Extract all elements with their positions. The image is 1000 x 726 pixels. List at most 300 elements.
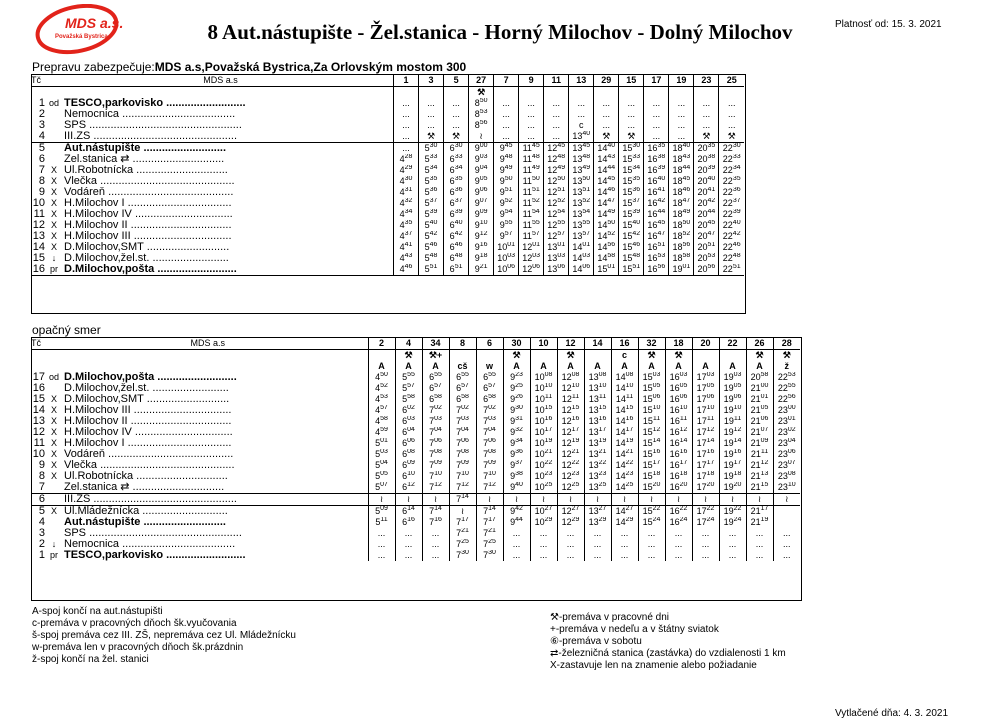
trip-symbol: cš bbox=[449, 361, 476, 372]
departure-time: ... bbox=[557, 528, 584, 539]
departure-time: $15^{11}$ bbox=[638, 416, 665, 427]
departure-time: $12^{23}$ bbox=[557, 471, 584, 482]
departure-time: $7^{08}$ bbox=[476, 449, 503, 460]
table-row bbox=[31, 165, 744, 176]
departure-time: $17^{10}$ bbox=[692, 405, 719, 416]
departure-time: $15^{12}$ bbox=[638, 427, 665, 438]
table-row bbox=[31, 176, 744, 187]
departure-time: $6^{30}$ bbox=[444, 143, 469, 155]
departure-time: $7^{21}$ bbox=[476, 528, 503, 539]
table-row bbox=[31, 494, 800, 506]
departure-time: $20^{42}$ bbox=[694, 198, 719, 209]
departure-time: $5^{40}$ bbox=[419, 220, 444, 231]
stop-number: 3 bbox=[38, 528, 45, 539]
departure-time: $12^{50}$ bbox=[544, 176, 569, 187]
departure-time: $6^{58}$ bbox=[476, 394, 503, 405]
departure-time: ... bbox=[611, 539, 638, 550]
departure-time: $6^{57}$ bbox=[422, 383, 449, 394]
trip-symbol: A bbox=[530, 361, 557, 372]
departure-time: $9^{52}$ bbox=[494, 198, 519, 209]
departure-time: $12^{11}$ bbox=[557, 394, 584, 405]
departure-time: ... bbox=[394, 120, 419, 131]
stop-number: 8 bbox=[38, 176, 46, 187]
trip-number: 18 bbox=[665, 338, 692, 350]
departure-time: ... bbox=[503, 539, 530, 550]
departure-time: $14^{56}$ bbox=[594, 242, 619, 253]
timetable-direction-2 bbox=[31, 338, 800, 561]
table-row bbox=[31, 372, 800, 383]
departure-time: $4^{46}$ bbox=[394, 264, 419, 276]
departure-time: ... bbox=[519, 131, 544, 143]
stop-number: 2 bbox=[38, 539, 45, 550]
departure-time: $16^{39}$ bbox=[644, 165, 669, 176]
departure-time: $9^{26}$ bbox=[503, 394, 530, 405]
departure-time: $9^{25}$ bbox=[503, 383, 530, 394]
departure-time: $6^{04}$ bbox=[395, 427, 422, 438]
stop-name: D.Milochov,pošta .......................... bbox=[62, 264, 393, 276]
stop-number: 10 bbox=[32, 198, 46, 209]
departure-time: ... bbox=[692, 550, 719, 561]
departure-time: ... bbox=[569, 109, 594, 120]
departure-time: ... bbox=[719, 550, 746, 561]
stop-number: 15 bbox=[32, 394, 45, 405]
departure-time: ≀ bbox=[611, 494, 638, 506]
departure-time: $14^{43}$ bbox=[594, 154, 619, 165]
stop-flag: X bbox=[51, 165, 58, 175]
departure-time: $16^{40}$ bbox=[644, 176, 669, 187]
departure-time: $16^{24}$ bbox=[665, 517, 692, 528]
departure-time: ≀ bbox=[692, 494, 719, 506]
departure-time: $22^{55}$ bbox=[773, 383, 800, 394]
trip-symbol: A bbox=[395, 361, 422, 372]
departure-time: $16^{42}$ bbox=[644, 198, 669, 209]
departure-time: $5^{34}$ bbox=[419, 165, 444, 176]
departure-time: ≀ bbox=[469, 131, 494, 143]
departure-time: ... bbox=[644, 98, 669, 109]
departure-time: $11^{51}$ bbox=[519, 187, 544, 198]
departure-time: $18^{50}$ bbox=[669, 220, 694, 231]
departure-time: $9^{09}$ bbox=[469, 209, 494, 220]
stop-number: 13 bbox=[32, 231, 46, 242]
departure-time: $20^{51}$ bbox=[694, 242, 719, 253]
departure-time: $14^{06}$ bbox=[569, 264, 594, 276]
table-row bbox=[31, 438, 800, 449]
departure-time: $6^{58}$ bbox=[422, 394, 449, 405]
departure-time: $7^{25}$ bbox=[449, 539, 476, 550]
stop-number: 4 bbox=[38, 517, 45, 528]
departure-time: $13^{23}$ bbox=[584, 471, 611, 482]
stop-number: 15 bbox=[32, 253, 46, 264]
trip-symbol: ⚒ bbox=[557, 350, 584, 362]
trip-number: 28 bbox=[773, 338, 800, 350]
trip-number: 4 bbox=[395, 338, 422, 350]
departure-time: $11^{52}$ bbox=[519, 198, 544, 209]
departure-time: $14^{50}$ bbox=[594, 220, 619, 231]
departure-time: ... bbox=[665, 528, 692, 539]
trip-symbol bbox=[584, 350, 611, 362]
departure-time: $9^{44}$ bbox=[503, 517, 530, 528]
table-row bbox=[31, 517, 800, 528]
departure-time: $12^{51}$ bbox=[544, 187, 569, 198]
departure-time: $9^{34}$ bbox=[503, 438, 530, 449]
stop-name: H.Milochov I .................................. bbox=[64, 198, 232, 209]
departure-time: ... bbox=[395, 539, 422, 550]
departure-time: $7^{02}$ bbox=[422, 405, 449, 416]
stop-number: 6 bbox=[31, 494, 46, 506]
departure-time: $22^{39}$ bbox=[719, 209, 744, 220]
trip-number: 10 bbox=[530, 338, 557, 350]
departure-time: ... bbox=[422, 539, 449, 550]
departure-time: $6^{09}$ bbox=[395, 460, 422, 471]
departure-time: ... bbox=[594, 109, 619, 120]
departure-time: $14^{19}$ bbox=[611, 438, 638, 449]
departure-time: $11^{49}$ bbox=[519, 165, 544, 176]
departure-time: ... bbox=[394, 98, 419, 109]
departure-time: $6^{36}$ bbox=[444, 187, 469, 198]
departure-time: $6^{48}$ bbox=[444, 253, 469, 264]
departure-time: $7^{25}$ bbox=[476, 539, 503, 550]
departure-time: $16^{22}$ bbox=[665, 506, 692, 518]
departure-time: $21^{05}$ bbox=[746, 405, 773, 416]
table-row bbox=[31, 405, 800, 416]
departure-time: ... bbox=[665, 550, 692, 561]
departure-time: $22^{48}$ bbox=[719, 253, 744, 264]
departure-time: ... bbox=[394, 143, 419, 155]
trip-number: 11 bbox=[544, 75, 569, 87]
departure-time: $18^{52}$ bbox=[669, 231, 694, 242]
departure-time: ≀ bbox=[530, 494, 557, 506]
departure-time: $5^{37}$ bbox=[419, 198, 444, 209]
departure-time: ... bbox=[519, 98, 544, 109]
departure-time: $14^{01}$ bbox=[569, 242, 594, 253]
departure-time: $20^{58}$ bbox=[746, 372, 773, 383]
departure-time: $19^{22}$ bbox=[719, 506, 746, 518]
departure-time: $21^{17}$ bbox=[746, 506, 773, 518]
stop-number: 11 bbox=[33, 438, 45, 449]
departure-time: $20^{38}$ bbox=[694, 154, 719, 165]
stop-number: 12 bbox=[32, 220, 46, 231]
departure-time: ... bbox=[544, 120, 569, 131]
trip-symbol bbox=[530, 350, 557, 362]
trip-symbol: ⚒ bbox=[469, 87, 494, 99]
departure-time: $7^{08}$ bbox=[449, 449, 476, 460]
trip-symbol: A bbox=[692, 361, 719, 372]
legend-right-item: ⑥-premáva v sobotu bbox=[550, 636, 642, 647]
departure-time: $6^{33}$ bbox=[444, 154, 469, 165]
departure-time: $8^{53}$ bbox=[469, 109, 494, 120]
departure-time: $15^{18}$ bbox=[638, 471, 665, 482]
legend-left-item: š-spoj premáva cez III. ZŠ, nepremáva cez Ul. Mládežnícku bbox=[32, 630, 296, 641]
departure-time: $9^{23}$ bbox=[503, 372, 530, 383]
departure-time: $6^{57}$ bbox=[476, 383, 503, 394]
departure-time: $17^{05}$ bbox=[692, 383, 719, 394]
trip-number: 5 bbox=[444, 75, 469, 87]
departure-time: ≀ bbox=[503, 494, 530, 506]
departure-time: $14^{22}$ bbox=[611, 460, 638, 471]
trip-number: 13 bbox=[569, 75, 594, 87]
departure-time: $17^{17}$ bbox=[692, 460, 719, 471]
trip-number: 17 bbox=[644, 75, 669, 87]
stop-name: TESCO,parkovisko .......................... bbox=[64, 98, 246, 109]
table-row bbox=[31, 120, 744, 131]
trip-symbol bbox=[519, 87, 544, 99]
departure-time: $10^{29}$ bbox=[530, 517, 557, 528]
departure-time: $7^{30}$ bbox=[476, 550, 503, 561]
departure-time: ≀ bbox=[368, 494, 395, 506]
departure-time: $15^{51}$ bbox=[619, 264, 644, 276]
departure-time: $20^{45}$ bbox=[694, 220, 719, 231]
stop-flag: X bbox=[50, 405, 57, 415]
departure-time: $9^{00}$ bbox=[469, 143, 494, 155]
departure-time: $21^{01}$ bbox=[746, 394, 773, 405]
departure-time: $13^{17}$ bbox=[584, 427, 611, 438]
departure-time: $16^{16}$ bbox=[665, 449, 692, 460]
stop-number: 3 bbox=[38, 120, 46, 131]
departure-time: $4^{29}$ bbox=[394, 165, 419, 176]
departure-time: $12^{54}$ bbox=[544, 209, 569, 220]
stop-flag: X bbox=[50, 438, 57, 448]
trip-symbol bbox=[494, 87, 519, 99]
departure-time: $16^{18}$ bbox=[665, 471, 692, 482]
departure-time: ... bbox=[530, 539, 557, 550]
departure-time: ... bbox=[665, 539, 692, 550]
departure-time: $15^{39}$ bbox=[619, 209, 644, 220]
departure-time: $23^{08}$ bbox=[773, 471, 800, 482]
stop-name: D.Milochov,SMT ........................... bbox=[64, 394, 230, 405]
departure-time: $10^{15}$ bbox=[530, 405, 557, 416]
departure-time: ... bbox=[557, 539, 584, 550]
stop-number: 9 bbox=[38, 460, 45, 471]
departure-time: $5^{58}$ bbox=[395, 394, 422, 405]
stop-flag: ↓ bbox=[51, 539, 57, 549]
stop-name: Vlečka ............................................ bbox=[64, 176, 235, 187]
departure-time: $7^{03}$ bbox=[476, 416, 503, 427]
departure-time: $6^{12}$ bbox=[395, 482, 422, 494]
trip-symbol bbox=[694, 87, 719, 99]
departure-time: $17^{14}$ bbox=[692, 438, 719, 449]
trip-number: 19 bbox=[669, 75, 694, 87]
stop-name: D.Milochov,pošta .......................... bbox=[64, 372, 237, 383]
departure-time: ... bbox=[519, 120, 544, 131]
departure-time: ... bbox=[584, 550, 611, 561]
departure-time: ... bbox=[368, 539, 395, 550]
departure-time: $6^{40}$ bbox=[444, 220, 469, 231]
departure-time: $13^{22}$ bbox=[584, 460, 611, 471]
departure-time: ... bbox=[719, 98, 744, 109]
departure-time: $9^{36}$ bbox=[503, 449, 530, 460]
trip-number: 23 bbox=[694, 75, 719, 87]
departure-time: ⚒ bbox=[694, 131, 719, 143]
departure-time: $11^{48}$ bbox=[519, 154, 544, 165]
departure-time: $9^{18}$ bbox=[469, 253, 494, 264]
trip-number: 22 bbox=[719, 338, 746, 350]
departure-time: $12^{15}$ bbox=[557, 405, 584, 416]
departure-time: ... bbox=[694, 98, 719, 109]
departure-time: $6^{35}$ bbox=[444, 176, 469, 187]
departure-time: $18^{58}$ bbox=[669, 253, 694, 264]
departure-time: ... bbox=[444, 98, 469, 109]
departure-time: $23^{10}$ bbox=[773, 482, 800, 494]
legend-left-item: c-premáva v pracovných dňoch šk.vyučovania bbox=[32, 618, 237, 629]
departure-time: ... bbox=[544, 98, 569, 109]
departure-time: $19^{12}$ bbox=[719, 427, 746, 438]
departure-time: $9^{50}$ bbox=[494, 176, 519, 187]
departure-time: $7^{02}$ bbox=[449, 405, 476, 416]
table-row bbox=[31, 187, 744, 198]
departure-time: ... bbox=[694, 109, 719, 120]
stop-number: 7 bbox=[31, 482, 46, 494]
departure-time: $5^{33}$ bbox=[419, 154, 444, 165]
departure-time: $14^{08}$ bbox=[611, 372, 638, 383]
stop-number: 2 bbox=[38, 109, 46, 120]
departure-time: $14^{21}$ bbox=[611, 449, 638, 460]
departure-time: $6^{55}$ bbox=[449, 372, 476, 383]
departure-time: $14^{25}$ bbox=[611, 482, 638, 494]
trip-number: 34 bbox=[422, 338, 449, 350]
departure-time: ... bbox=[692, 539, 719, 550]
stop-number: 5 bbox=[38, 505, 45, 517]
trip-symbol: c bbox=[611, 350, 638, 362]
trip-symbol: A bbox=[368, 361, 395, 372]
stop-name: Ul.Mládežnícka ............................ bbox=[64, 505, 228, 517]
stop-flag: ↓ bbox=[51, 253, 57, 263]
departure-time: $6^{34}$ bbox=[444, 165, 469, 176]
departure-time: ... bbox=[669, 131, 694, 143]
departure-time: $9^{06}$ bbox=[469, 187, 494, 198]
departure-time: $5^{51}$ bbox=[419, 264, 444, 276]
stop-name: Nemocnica ..................................... bbox=[64, 539, 236, 550]
header-carrier: MDS a.s bbox=[46, 75, 393, 87]
departure-time: $15^{17}$ bbox=[638, 460, 665, 471]
departure-time: ... bbox=[419, 109, 444, 120]
departure-time: ... bbox=[544, 131, 569, 143]
departure-time: ... bbox=[494, 109, 519, 120]
departure-time: $22^{35}$ bbox=[719, 176, 744, 187]
table-row bbox=[31, 98, 744, 109]
departure-time: $6^{55}$ bbox=[476, 372, 503, 383]
stop-name: H.Milochov IV ................................ bbox=[64, 427, 233, 438]
departure-time: $7^{04}$ bbox=[449, 427, 476, 438]
departure-time: $6^{06}$ bbox=[395, 438, 422, 449]
legend-right-item: ⇄-železničná stanica (zastávka) do vzdialenosti 1 km bbox=[550, 648, 786, 659]
trip-number: 16 bbox=[611, 338, 638, 350]
departure-time: $15^{10}$ bbox=[638, 405, 665, 416]
departure-time: $17^{11}$ bbox=[692, 416, 719, 427]
departure-time: $9^{04}$ bbox=[469, 165, 494, 176]
stop-flag bbox=[46, 494, 62, 506]
departure-time: $12^{06}$ bbox=[519, 264, 544, 276]
departure-time: $12^{16}$ bbox=[557, 416, 584, 427]
trip-symbol: w bbox=[476, 361, 503, 372]
departure-time: $4^{34}$ bbox=[394, 209, 419, 220]
departure-time: $9^{45}$ bbox=[494, 143, 519, 155]
departure-time: $12^{10}$ bbox=[557, 383, 584, 394]
departure-time: $13^{49}$ bbox=[569, 165, 594, 176]
departure-time: $13^{06}$ bbox=[544, 264, 569, 276]
departure-time: $12^{17}$ bbox=[557, 427, 584, 438]
departure-time: $7^{14}$ bbox=[449, 494, 476, 506]
departure-time: $15^{37}$ bbox=[619, 198, 644, 209]
departure-time: $13^{52}$ bbox=[569, 198, 594, 209]
departure-time: $4^{30}$ bbox=[394, 176, 419, 187]
departure-time: $7^{03}$ bbox=[422, 416, 449, 427]
departure-time: $18^{43}$ bbox=[669, 154, 694, 165]
departure-time: ... bbox=[584, 539, 611, 550]
departure-time: ... bbox=[644, 120, 669, 131]
legend-right-item: ⚒-premáva v pracovné dni bbox=[550, 612, 670, 623]
departure-time: $13^{55}$ bbox=[569, 220, 594, 231]
departure-time: $5^{57}$ bbox=[395, 383, 422, 394]
departure-time: $10^{10}$ bbox=[530, 383, 557, 394]
trip-symbol: A bbox=[665, 361, 692, 372]
validity-date: Platnosť od: 15. 3. 2021 bbox=[835, 19, 942, 30]
departure-time: $4^{50}$ bbox=[368, 372, 395, 383]
stop-flag bbox=[46, 482, 62, 494]
departure-time: ⚒ bbox=[419, 131, 444, 143]
logo-text: MDS a.s. bbox=[65, 15, 124, 31]
departure-time: $23^{06}$ bbox=[773, 449, 800, 460]
departure-time: $6^{57}$ bbox=[449, 383, 476, 394]
departure-time: $6^{02}$ bbox=[395, 405, 422, 416]
departure-time: $21^{19}$ bbox=[746, 517, 773, 528]
departure-time: $22^{40}$ bbox=[719, 220, 744, 231]
departure-time: $16^{53}$ bbox=[644, 253, 669, 264]
departure-time: $20^{44}$ bbox=[694, 209, 719, 220]
table-row bbox=[31, 539, 800, 550]
trip-symbol bbox=[594, 87, 619, 99]
departure-time: $18^{40}$ bbox=[669, 143, 694, 155]
departure-time: $15^{36}$ bbox=[619, 187, 644, 198]
departure-time: $12^{49}$ bbox=[544, 165, 569, 176]
stop-name: III.ZŠ ............................................... bbox=[62, 494, 368, 506]
departure-time: $12^{52}$ bbox=[544, 198, 569, 209]
departure-time: $12^{21}$ bbox=[557, 449, 584, 460]
trip-number: 2 bbox=[368, 338, 395, 350]
departure-time: ... bbox=[494, 98, 519, 109]
departure-time: $12^{29}$ bbox=[557, 517, 584, 528]
stop-flag: pr bbox=[46, 264, 62, 276]
stop-name: H.Milochov III ................................ bbox=[64, 231, 232, 242]
printed-date: Vytlačené dňa: 4. 3. 2021 bbox=[835, 708, 949, 719]
departure-time: ... bbox=[584, 528, 611, 539]
stop-flag bbox=[46, 131, 62, 143]
departure-time: $17^{20}$ bbox=[692, 482, 719, 494]
stop-name: D.Milochov,žel.st. ......................... bbox=[64, 253, 229, 264]
departure-time: $11^{50}$ bbox=[519, 176, 544, 187]
departure-time: $21^{13}$ bbox=[746, 471, 773, 482]
departure-time: $12^{19}$ bbox=[557, 438, 584, 449]
departure-time: $7^{08}$ bbox=[422, 449, 449, 460]
stop-flag: X bbox=[50, 449, 57, 459]
departure-time: ... bbox=[638, 539, 665, 550]
departure-time: ≀ bbox=[773, 494, 800, 506]
trip-symbol: ⚒ bbox=[665, 350, 692, 362]
departure-time bbox=[773, 506, 800, 518]
departure-time: $12^{45}$ bbox=[544, 143, 569, 155]
departure-time: ... bbox=[519, 109, 544, 120]
stop-name: Aut.nástupište ........................... bbox=[64, 142, 226, 154]
departure-time: $7^{12}$ bbox=[476, 482, 503, 494]
departure-time: $13^{29}$ bbox=[584, 517, 611, 528]
departure-time: $10^{17}$ bbox=[530, 427, 557, 438]
departure-time: ≀ bbox=[422, 494, 449, 506]
departure-time: ... bbox=[530, 528, 557, 539]
departure-time: $20^{47}$ bbox=[694, 231, 719, 242]
departure-time: $16^{45}$ bbox=[644, 220, 669, 231]
trip-symbol: A bbox=[584, 361, 611, 372]
stop-flag bbox=[46, 517, 62, 528]
departure-time: $17^{03}$ bbox=[692, 372, 719, 383]
